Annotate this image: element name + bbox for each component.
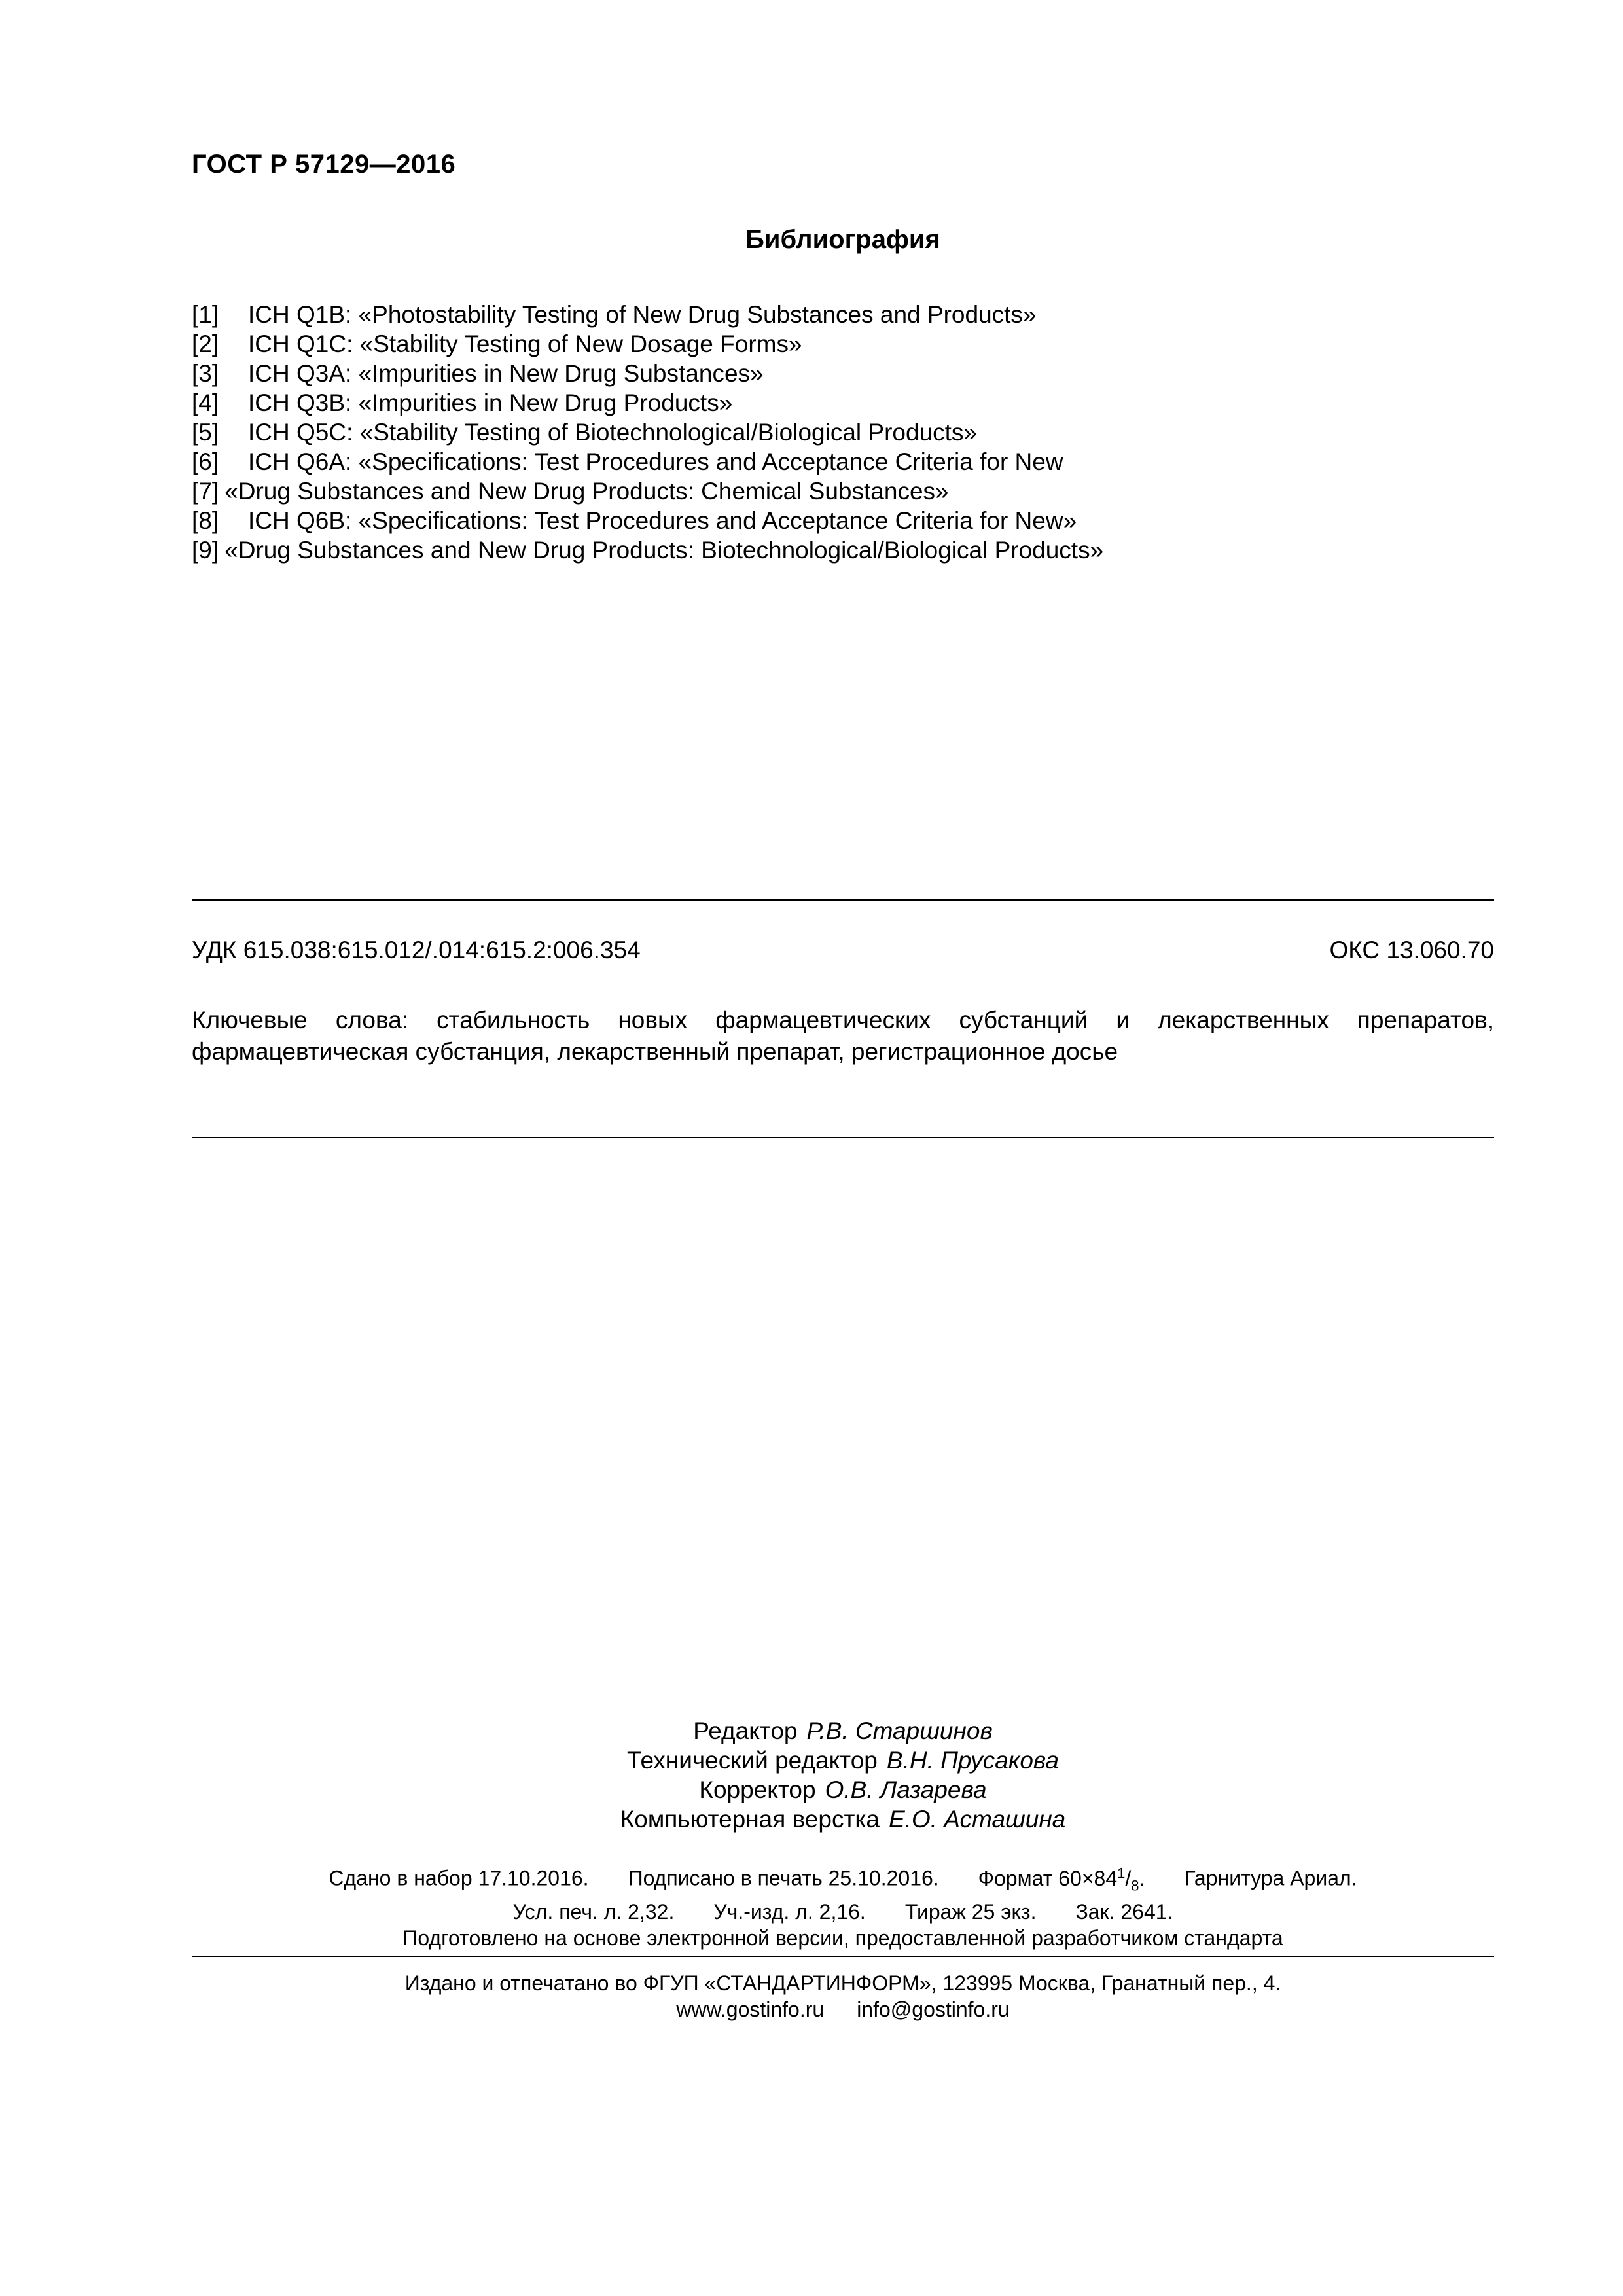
credit-corrector bbox=[192, 1775, 1494, 1804]
bibliography-item bbox=[192, 418, 1494, 447]
credits-block bbox=[192, 1716, 1494, 1834]
credit-name: Р.В. Старшинов bbox=[806, 1717, 993, 1744]
bibliography-item-text: «Drug Substances and New Drug Products: Chemical Substances» bbox=[224, 478, 949, 505]
credit-label: Корректор bbox=[699, 1776, 816, 1803]
imprint-typeface: Гарнитура Ариал. bbox=[1184, 1866, 1357, 1890]
divider-bottom bbox=[192, 1956, 1494, 1957]
imprint-pub-sheets: Уч.-изд. л. 2,16. bbox=[713, 1900, 866, 1924]
imprint-line-1 bbox=[192, 1860, 1494, 1899]
bibliography-item bbox=[192, 329, 1494, 359]
imprint-format bbox=[978, 1865, 1145, 1894]
bibliography-item-text: ICH Q6B: «Specifications: Test Procedures and Acceptance Criteria for New» bbox=[248, 507, 1077, 534]
credit-name: О.В. Лазарева bbox=[825, 1776, 987, 1803]
bibliography-item-text: ICH Q5C: «Stability Testing of Biotechnological/Biological Products» bbox=[248, 419, 978, 446]
format-end: . bbox=[1139, 1866, 1145, 1890]
imprint-line-2 bbox=[192, 1899, 1494, 1925]
publisher-contacts bbox=[192, 1996, 1494, 2022]
bibliography-item bbox=[192, 476, 1494, 506]
publisher-block bbox=[192, 1970, 1494, 2022]
bibliography-item-text: ICH Q3B: «Impurities in New Drug Products» bbox=[248, 389, 733, 416]
oks-code: ОКС 13.060.70 bbox=[1329, 937, 1494, 963]
imprint-order: Зак. 2641. bbox=[1075, 1900, 1173, 1924]
bibliography-item-number: [5] bbox=[192, 419, 219, 446]
document-code: ГОСТ Р 57129—2016 bbox=[192, 150, 456, 179]
credit-label: Компьютерная верстка bbox=[620, 1806, 880, 1833]
publisher-line: Издано и отпечатано во ФГУП «СТАНДАРТИНФОРМ», 123995 Москва, Гранатный пер., 4. bbox=[404, 1971, 1281, 1995]
bibliography-item-number: [1] bbox=[192, 301, 219, 328]
credit-tech-editor bbox=[192, 1746, 1494, 1775]
credit-label: Технический редактор bbox=[627, 1747, 878, 1774]
credit-editor bbox=[192, 1716, 1494, 1746]
bibliography-item-number: [7] bbox=[192, 478, 219, 505]
classification-row bbox=[192, 935, 1494, 966]
bibliography-title: Библиография bbox=[745, 225, 940, 254]
bibliography-item-text: «Drug Substances and New Drug Products: Biotechnological/Biological Products» bbox=[224, 537, 1104, 564]
divider-top bbox=[192, 899, 1494, 901]
format-numerator: 1 bbox=[1117, 1865, 1126, 1881]
bibliography-item-text: ICH Q3A: «Impurities in New Drug Substances» bbox=[248, 360, 764, 387]
bibliography-item-text: ICH Q6A: «Specifications: Test Procedures and Acceptance Criteria for New bbox=[248, 448, 1063, 475]
format-separator: / bbox=[1125, 1866, 1132, 1890]
format-denominator: 8 bbox=[1131, 1877, 1139, 1894]
bibliography-item bbox=[192, 535, 1494, 565]
divider-middle bbox=[192, 1137, 1494, 1138]
publisher-email: info@gostinfo.ru bbox=[857, 1998, 1010, 2021]
bibliography-item bbox=[192, 388, 1494, 418]
keywords: Ключевые слова: стабильность новых фармацевтических субстанций и лекарственных препаратов, фармацевтическая субстанция, лекарственный препарат, регистрационное досье bbox=[192, 1007, 1494, 1065]
bibliography-list bbox=[192, 300, 1494, 565]
bibliography-item-number: [2] bbox=[192, 331, 219, 357]
bibliography-item-number: [8] bbox=[192, 507, 219, 534]
bibliography-item-number: [9] bbox=[192, 537, 219, 564]
imprint-block bbox=[192, 1860, 1494, 1951]
bibliography-item-number: [6] bbox=[192, 448, 219, 475]
credit-name: Е.О. Асташина bbox=[888, 1806, 1066, 1833]
bibliography-item bbox=[192, 447, 1494, 476]
publisher-website: www.gostinfo.ru bbox=[676, 1998, 825, 2021]
bibliography-item bbox=[192, 506, 1494, 535]
bibliography-item-text: ICH Q1B: «Photostability Testing of New Drug Substances and Products» bbox=[248, 301, 1037, 328]
credit-label: Редактор bbox=[693, 1717, 798, 1744]
imprint-prepared: Подготовлено на основе электронной версии, предоставленной разработчиком стандарта bbox=[402, 1926, 1283, 1950]
bibliography-item-text: ICH Q1C: «Stability Testing of New Dosage Forms» bbox=[248, 331, 802, 357]
bibliography-item bbox=[192, 359, 1494, 388]
udk-code: УДК 615.038:615.012/.014:615.2:006.354 bbox=[192, 937, 641, 963]
imprint-submitted: Сдано в набор 17.10.2016. bbox=[329, 1866, 589, 1890]
bibliography-item bbox=[192, 300, 1494, 329]
bibliography-item-number: [3] bbox=[192, 360, 219, 387]
imprint-run: Тираж 25 экз. bbox=[904, 1900, 1037, 1924]
imprint-signed: Подписано в печать 25.10.2016. bbox=[628, 1866, 939, 1890]
bibliography-item-number: [4] bbox=[192, 389, 219, 416]
imprint-print-sheets: Усл. печ. л. 2,32. bbox=[512, 1900, 675, 1924]
format-prefix: Формат 60×84 bbox=[978, 1866, 1118, 1890]
credit-layout bbox=[192, 1804, 1494, 1834]
credit-name: В.Н. Прусакова bbox=[886, 1747, 1059, 1774]
